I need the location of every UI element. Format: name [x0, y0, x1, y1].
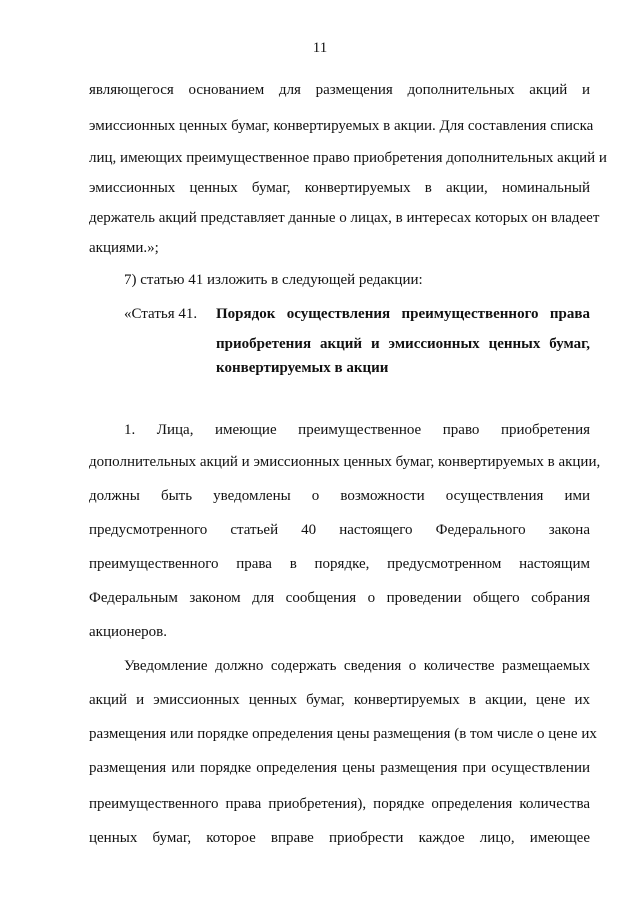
- paragraph-2-line: Федеральным законом для сообщения о проведении общего собрания: [89, 590, 590, 606]
- paragraph-3-line: ценных бумаг, которое вправе приобрести каждое лицо, имеющее: [89, 830, 590, 846]
- paragraph-1-line: акциями.»;: [89, 240, 159, 256]
- paragraph-2-line: акционеров.: [89, 624, 168, 640]
- paragraph-1-line: являющегося основанием для размещения дополнительных акций и: [89, 82, 590, 98]
- article-title-line: приобретения акций и эмиссионных ценных бумаг,: [216, 336, 590, 352]
- paragraph-1-line: эмиссионных ценных бумаг, конвертируемых в акции, номинальный: [89, 180, 590, 196]
- page-number: 11: [312, 40, 328, 56]
- paragraph-2-line: преимущественного права в порядке, предусмотренном настоящим: [89, 556, 590, 572]
- paragraph-2-line: должны быть уведомлены о возможности осуществления ими: [89, 488, 590, 504]
- paragraph-3-line: акций и эмиссионных ценных бумаг, конвертируемых в акции, цене их: [89, 692, 590, 708]
- item-7-text: 7) статью 41 изложить в следующей редакции:: [124, 272, 423, 288]
- paragraph-3-line: размещения или порядке определения цены размещения (в том числе о цене их: [89, 726, 597, 742]
- paragraph-3-line: размещения или порядке определения цены размещения при осуществлении: [89, 760, 590, 776]
- paragraph-2-line: предусмотренного статьей 40 настоящего Федерального закона: [89, 522, 590, 538]
- paragraph-1-line: держатель акций представляет данные о лицах, в интересах которых он владеет: [89, 210, 600, 226]
- paragraph-3-line: Уведомление должно содержать сведения о количестве размещаемых: [124, 658, 590, 674]
- paragraph-1-line: лиц, имеющих преимущественное право приобретения дополнительных акций и: [89, 150, 607, 166]
- paragraph-2-line: 1. Лица, имеющие преимущественное право приобретения: [124, 422, 590, 438]
- paragraph-2-line: дополнительных акций и эмиссионных ценных бумаг, конвертируемых в акции,: [89, 454, 601, 470]
- paragraph-3-line: преимущественного права приобретения), порядке определения количества: [89, 796, 590, 812]
- article-prefix: «Статья 41.: [124, 306, 198, 322]
- article-title-line: конвертируемых в акции: [216, 360, 389, 376]
- paragraph-1-line: эмиссионных ценных бумаг, конвертируемых в акции. Для составления списка: [89, 118, 594, 134]
- article-title-line: Порядок осуществления преимущественного права: [216, 306, 590, 322]
